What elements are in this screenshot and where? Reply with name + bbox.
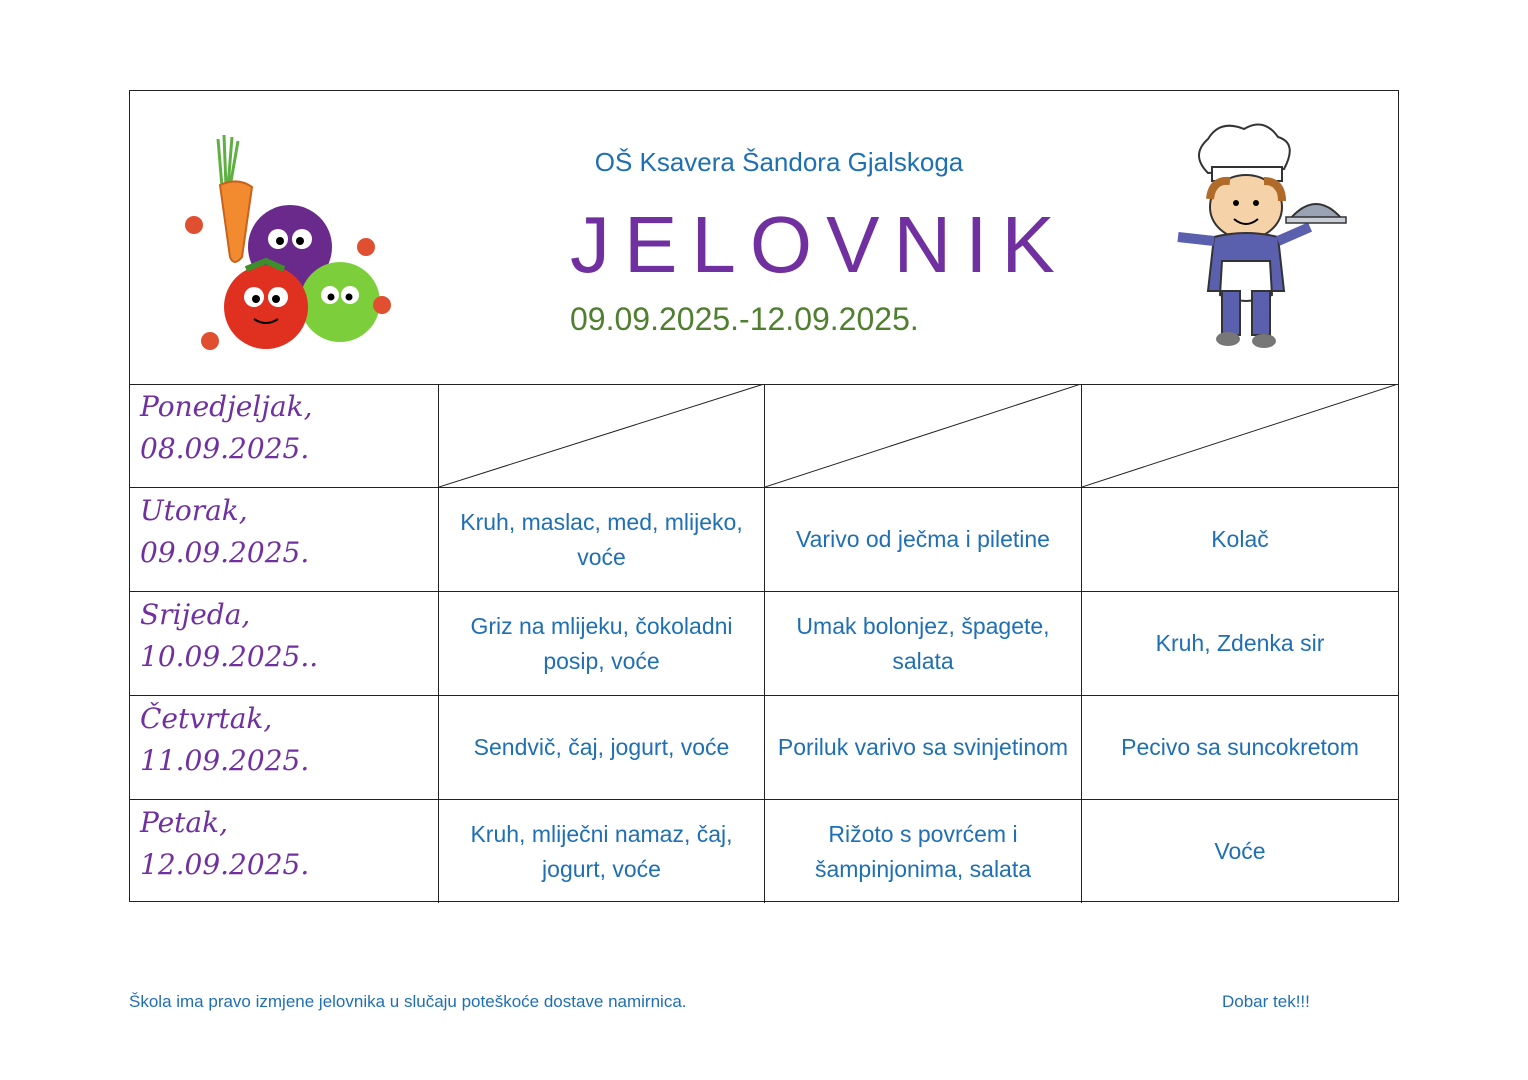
breakfast-cell: Kruh, mliječni namaz, čaj, jogurt, voće	[439, 800, 765, 903]
empty-cell-diagonal	[1082, 384, 1398, 487]
day-cell: Utorak, 09.09.2025.	[130, 488, 439, 591]
snack-cell: Pecivo sa suncokretom	[1121, 734, 1359, 760]
day-cell: Četvrtak, 11.09.2025.	[130, 696, 439, 799]
menu-header	[130, 91, 1398, 385]
footer-closing: Dobar tek!!!	[1222, 992, 1310, 1011]
footer-note: Škola ima pravo izmjene jelovnika u slučaju poteškoće dostave namirnica.	[129, 992, 687, 1011]
lunch-cell	[765, 384, 1082, 487]
lunch-cell: Umak bolonjez, špagete, salata	[765, 592, 1082, 695]
lunch-cell: Rižoto s povrćem i šampinjonima, salata	[765, 800, 1082, 903]
table-row	[130, 592, 1398, 696]
lunch-cell: Varivo od ječma i piletine	[765, 488, 1082, 591]
school-name: OŠ Ksavera Šandora Gjalskoga	[594, 147, 964, 177]
empty-cell-diagonal	[439, 384, 764, 487]
chef-illustration	[1160, 115, 1350, 355]
day-cell: Petak, 12.09.2025.	[130, 800, 439, 903]
table-row	[130, 800, 1398, 904]
day-cell: Srijeda, 10.09.2025..	[130, 592, 439, 695]
breakfast-cell: Sendvič, čaj, jogurt, voće	[439, 696, 765, 799]
snack-cell: Kolač	[1211, 526, 1269, 552]
breakfast-cell	[439, 384, 765, 487]
table-row	[130, 696, 1398, 800]
breakfast-cell: Griz na mlijeku, čokoladni posip, voće	[439, 592, 765, 695]
page-title: JELOVNIK	[570, 200, 1069, 289]
day-cell: Ponedjeljak, 08.09.2025.	[130, 384, 439, 487]
snack-cell	[1082, 384, 1398, 487]
table-row	[130, 488, 1398, 592]
date-range: 09.09.2025.-12.09.2025.	[570, 301, 919, 337]
breakfast-cell: Kruh, maslac, med, mlijeko, voće	[439, 488, 765, 591]
lunch-cell: Poriluk varivo sa svinjetinom	[765, 696, 1082, 799]
table-row	[130, 384, 1398, 488]
menu-table	[129, 90, 1399, 902]
snack-cell: Kruh, Zdenka sir	[1155, 630, 1325, 656]
empty-cell-diagonal	[765, 384, 1081, 487]
snack-cell: Voće	[1214, 838, 1266, 864]
